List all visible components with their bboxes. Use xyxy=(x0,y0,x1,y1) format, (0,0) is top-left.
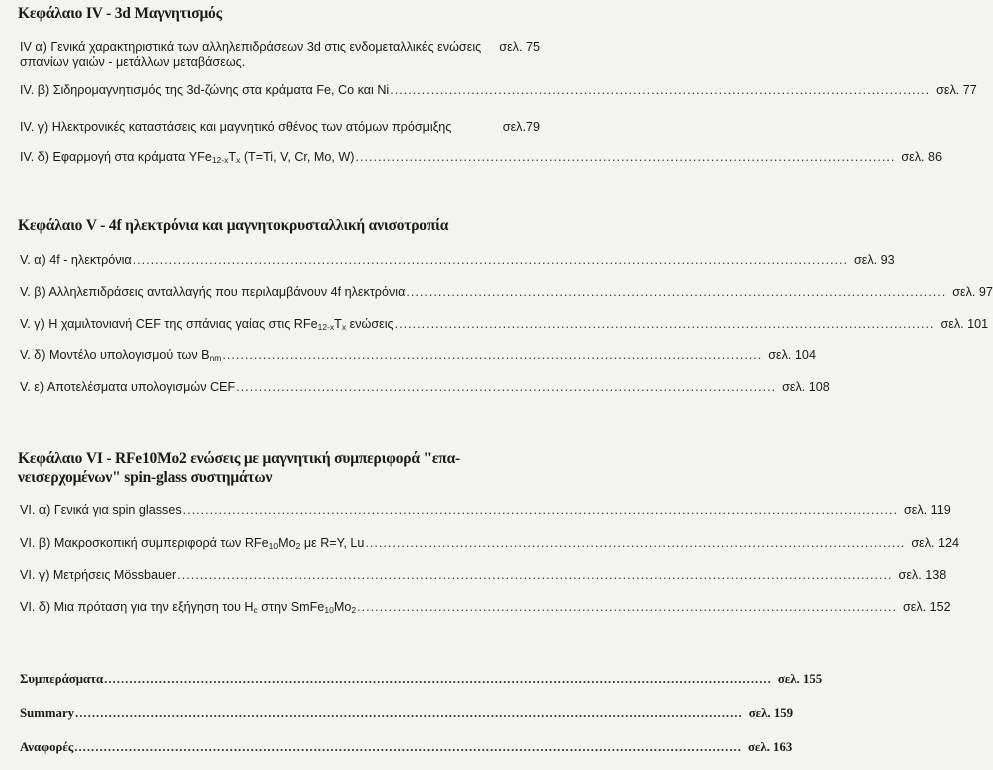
page-number: σελ. 101 xyxy=(940,317,989,331)
toc-entry-label: VI. δ) Μια πρόταση για την εξήγηση του $H_c$ στην $SmFe_{10}Mo_2$ xyxy=(20,600,357,615)
page-number: σελ. 108 xyxy=(782,380,830,394)
toc-entry-6d xyxy=(20,600,951,615)
leader-dots: ............................................................................................................................................................... xyxy=(104,672,772,686)
toc-entry-4a xyxy=(20,40,540,70)
leader-dots: ........................................................................................................................ xyxy=(390,83,931,97)
toc-entry-label: Συμπεράσματα xyxy=(20,672,104,686)
page-number: σελ. 77 xyxy=(936,83,977,97)
toc-entry-5c xyxy=(20,317,989,332)
toc-entry-label: V. γ) Η χαμιλτονιανή CEF της σπάνιας γαίας στις $RFe_{12-x}T_x$ ενώσεις xyxy=(20,317,394,332)
page-number: σελ. 159 xyxy=(748,706,794,720)
leader-dots: ........................................................................................................................ xyxy=(357,600,897,614)
leader-dots: ............................................................................................................................................................... xyxy=(74,740,742,754)
toc-entry-label: IV. δ) Εφαρμογή στα κράματα $YFe_{12-x}T_x$ (T=Ti, V, Cr, Mo, W) xyxy=(20,150,355,165)
toc-entry-5b xyxy=(20,285,993,300)
page-number: σελ. 93 xyxy=(854,253,895,267)
toc-entry-label: IV. γ) Ηλεκτρονικές καταστάσεις και μαγνητικό σθένος των ατόμων πρόσμιξης xyxy=(20,120,452,134)
toc-entry-5d xyxy=(20,348,816,363)
toc-entry-label: IV. β) Σιδηρομαγνητισμός της 3d-ζώνης στα κράματα Fe, Co και Ni xyxy=(20,83,390,97)
toc-entry-label: VI. γ) Μετρήσεις Mössbauer xyxy=(20,568,177,582)
toc-entry-5e xyxy=(20,380,830,395)
leader-dots: ........................................................................................................................ xyxy=(236,380,777,394)
toc-entry-6b xyxy=(20,536,960,551)
page-number: σελ. 119 xyxy=(903,503,951,517)
page-number: σελ. 86 xyxy=(901,150,943,164)
chapter-5-heading: Κεφάλαιο V - 4f ηλεκτρόνια και μαγνητοκρυσταλλική ανισοτροπία xyxy=(18,217,449,234)
page-number: σελ. 163 xyxy=(747,740,793,754)
leader-dots: ............................................................................................................................................................... xyxy=(75,706,743,720)
toc-entry-4c xyxy=(20,120,540,135)
page-number: σελ. 138 xyxy=(898,568,947,582)
toc-entry-label: Summary xyxy=(20,706,75,720)
toc-entry-summary xyxy=(20,706,794,721)
leader-dots: ............................................................................................................................................................... xyxy=(132,253,848,267)
toc-entry-label: V. α) 4f - ηλεκτρόνια xyxy=(20,253,132,267)
page-number: σελ. 104 xyxy=(768,348,816,362)
leader-dots: ............................................................................................................................................................... xyxy=(182,503,898,517)
toc-entry-4b xyxy=(20,83,977,98)
leader-dots: ........................................................................................................................ xyxy=(394,317,935,331)
leader-dots: ............................................................................................................................................................... xyxy=(177,568,893,582)
page-number: σελ. 152 xyxy=(902,600,951,614)
chapter-6-heading: Κεφάλαιο VI - RFe10Mo2 ενώσεις με μαγνητική συμπεριφορά "επα-νεισερχομένων" spin-glass συστημάτων xyxy=(18,450,461,486)
toc-entry-label: Αναφορές xyxy=(20,740,74,754)
page-number: σελ. 155 xyxy=(777,672,823,686)
toc-entry-conclusions xyxy=(20,672,823,687)
toc-entry-label: VI. α) Γενικά για spin glasses xyxy=(20,503,182,517)
page-number: σελ. 124 xyxy=(911,536,960,550)
toc-entry-6c xyxy=(20,568,947,583)
leader-dots: ........................................................................................................................ xyxy=(355,150,896,164)
leader-dots: ........................................................................................................................ xyxy=(406,285,947,299)
page-number: σελ.79 xyxy=(502,120,540,134)
toc-entry-label: V. δ) Μοντέλο υπολογισμού των $B_{nm}$ xyxy=(20,348,222,363)
toc-entry-6a xyxy=(20,503,951,518)
chapter-4-heading: Κεφάλαιο IV - 3d Μαγνητισμός xyxy=(18,5,222,22)
toc-entry-references xyxy=(20,740,793,755)
page-number: σελ. 75 xyxy=(499,40,540,54)
toc-entry-label: VI. β) Μακροσκοπική συμπεριφορά των $RFe_{10}Mo_2$ με R=Y, Lu xyxy=(20,536,365,551)
page-number: σελ. 97 xyxy=(952,285,993,299)
leader-dots: ........................................................................................................................ xyxy=(222,348,763,362)
toc-entry-5a xyxy=(20,253,895,268)
toc-entry-4d xyxy=(20,150,943,165)
leader-dots: ........................................................................................................................ xyxy=(365,536,906,550)
toc-entry-label: V. ε) Αποτελέσματα υπολογισμών CEF xyxy=(20,380,236,394)
toc-entry-label: V. β) Αλληλεπιδράσεις ανταλλαγής που περιλαμβάνουν 4f ηλεκτρόνια xyxy=(20,285,406,299)
toc-entry-label: IV α) Γενικά χαρακτηριστικά των αλληλεπιδράσεων 3d στις ενδομεταλλικές ενώσεις σπανίων γαιών - μετάλλων μεταβάσεως. xyxy=(20,40,482,69)
